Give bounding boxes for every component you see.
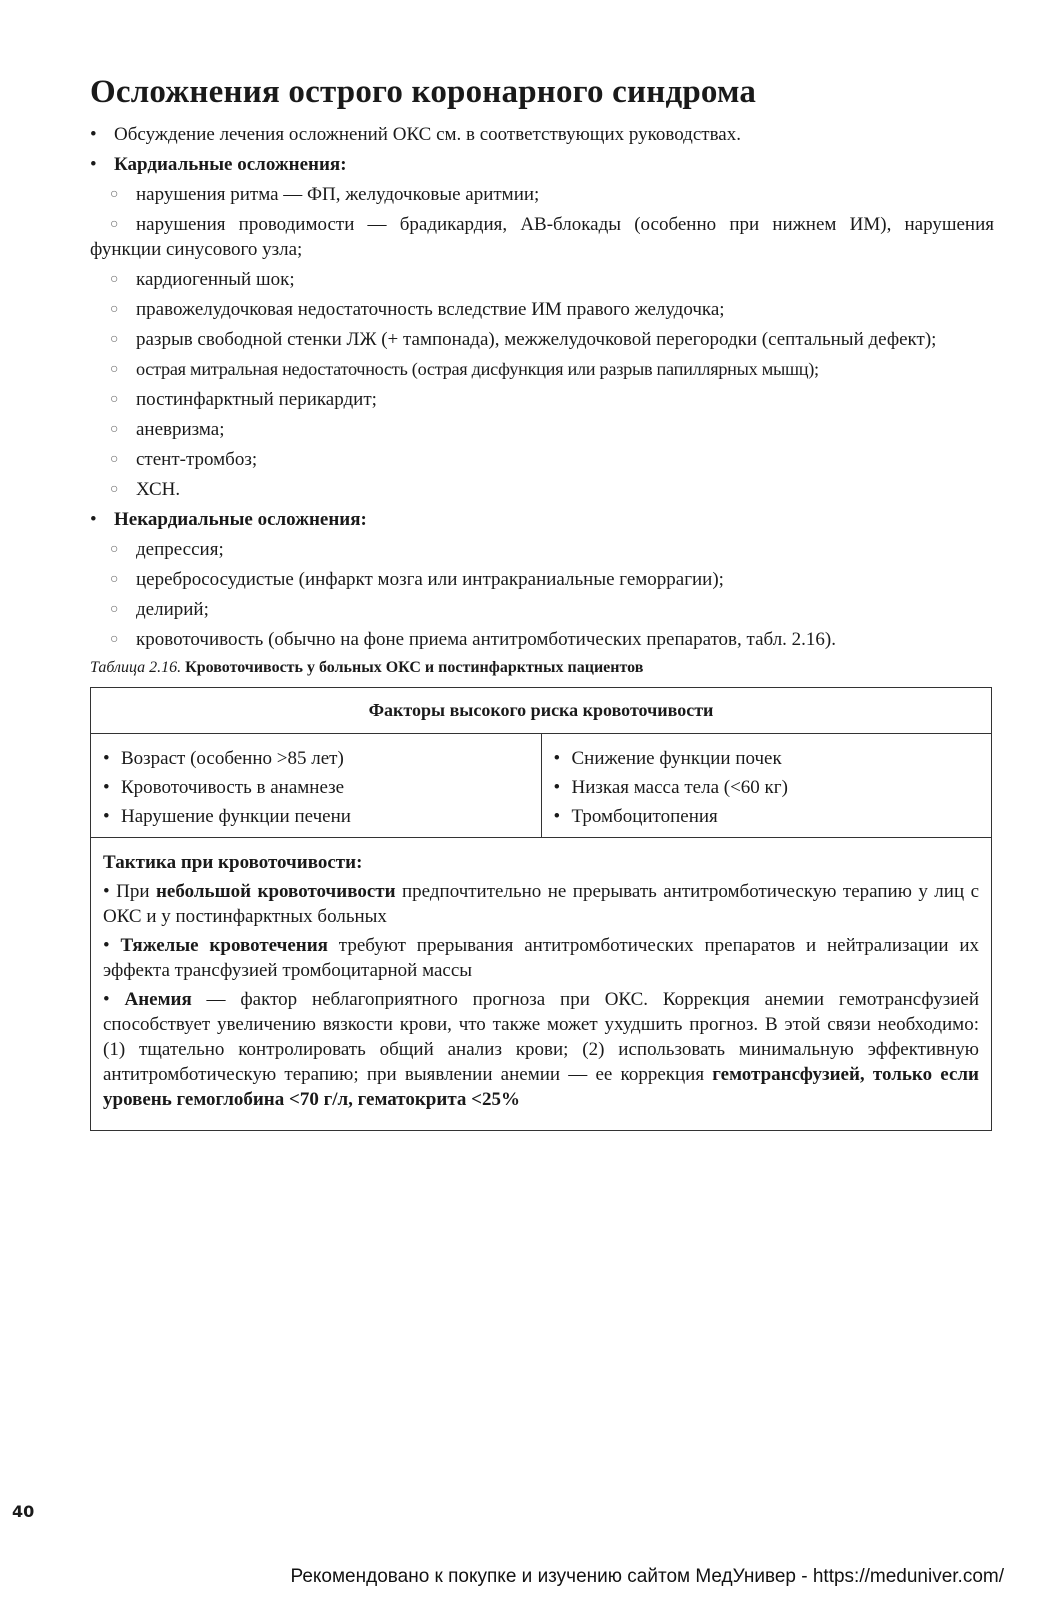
risk-factor: • Возраст (особенно >85 лет) [103,744,529,773]
footer-note: Рекомендовано к покупке и изучению сайтом МедУнивер - https://meduniver.com/ [290,1566,1004,1587]
bold-span: небольшой кровоточивости [155,881,396,902]
noncardiac-section [90,507,994,652]
intro-text: Обсуждение лечения осложнений ОКС см. в соответствующих руководствах. [114,124,741,145]
list-item: ○ кровоточивость (обычно на фоне приема антитромботических препаратов, табл. 2.16). [90,627,994,652]
cardiac-section [90,152,994,502]
risk-factor: • Снижение функции почек [554,744,980,773]
risk-factor: • Кровоточивость в анамнезе [103,773,529,802]
list-item: ○ делирий; [90,597,994,622]
page-content [90,72,994,1131]
list-item: ○ депрессия; [90,537,994,562]
table-caption [90,659,994,677]
list-item: ○ постинфарктный перикардит; [90,387,994,412]
risk-factors-left [91,734,542,838]
text-span: предпочтительно не прерывать антитромботическую терапию у лиц с ОКС и у постинфарктных больных [103,881,980,927]
risk-factor: • Нарушение функции печени [103,802,529,831]
text-span: При [116,881,156,902]
cardiac-list [90,182,994,502]
list-item: ○ нарушения ритма — ФП, желудочковые аритмии; [90,182,994,207]
bold-span: Тяжелые кровотечения [120,935,328,956]
list-item: ○ ХСН. [90,477,994,502]
tactic-heading: Тактика при кровоточивости: [103,852,363,873]
bold-span: гемотрансфузией, только если уровень гемоглобина <70 г/л, гематокрита <25% [103,1064,980,1110]
list-item: ○ кардиогенный шок; [90,267,994,292]
risk-factors-right [541,734,992,838]
bleeding-risk-table [90,687,992,1131]
noncardiac-list [90,537,994,652]
text-span: требуют прерывания антитромботических препаратов и нейтрализации их эффекта трансфузией тромбоцитарной массы [103,935,979,981]
intro-item [90,122,994,147]
tactic-paragraph-minor [103,879,979,929]
list-item: ○ аневризма; [90,417,994,442]
list-item: ○ цереброcосудистые (инфаркт мозга или интракраниальные геморрагии); [90,567,994,592]
risk-factor: • Тромбоцитопения [554,802,980,831]
bold-span: Анемия [124,989,192,1010]
list-item: ○ правожелудочковая недостаточность вследствие ИМ правого желудочка; [90,297,994,322]
tactic-cell [91,838,992,1131]
cardiac-heading: Кардиальные осложнения: [114,154,347,175]
text-span: — фактор неблагоприятного прогноза при ОКС. Коррекция анемии гемотрансфузией способствует увеличению вязкости крови, что также может ухудшить прогноз. В этой связи необходимо: (1) тщательно контролировать общий анализ крови; (2) использовать минимальную эффективную антитромботическую терапию; при выявлении анемии — ее коррекция [103,989,979,1085]
list-item: ○ нарушения проводимости — брадикардия, АВ-блокады (особенно при нижнем ИМ), нарушения функции синусового узла; [90,212,994,262]
page-title: Осложнения острого коронарного синдрома [90,74,757,110]
table-title: Кровоточивость у больных ОКС и постинфарктных пациентов [185,659,644,676]
table-number: Таблица 2.16. [90,659,182,676]
list-item: ○ острая митральная недостаточность (острая дисфункция или разрыв папиллярных мышц); [90,357,994,382]
list-item: ○ стент-тромбоз; [90,447,994,472]
risk-factor: • Низкая масса тела (<60 кг) [554,773,980,802]
table-header: Факторы высокого риска кровоточивости [91,688,992,734]
tactic-paragraph-anemia [103,987,979,1112]
complications-list [90,122,994,652]
noncardiac-heading: Некардиальные осложнения: [114,509,367,530]
list-item: ○ разрыв свободной стенки ЛЖ (+ тампонада), межжелудочковой перегородки (септальный дефект); [90,327,994,352]
tactic-paragraph-severe [103,933,979,983]
page-number: 40 [12,1502,35,1521]
